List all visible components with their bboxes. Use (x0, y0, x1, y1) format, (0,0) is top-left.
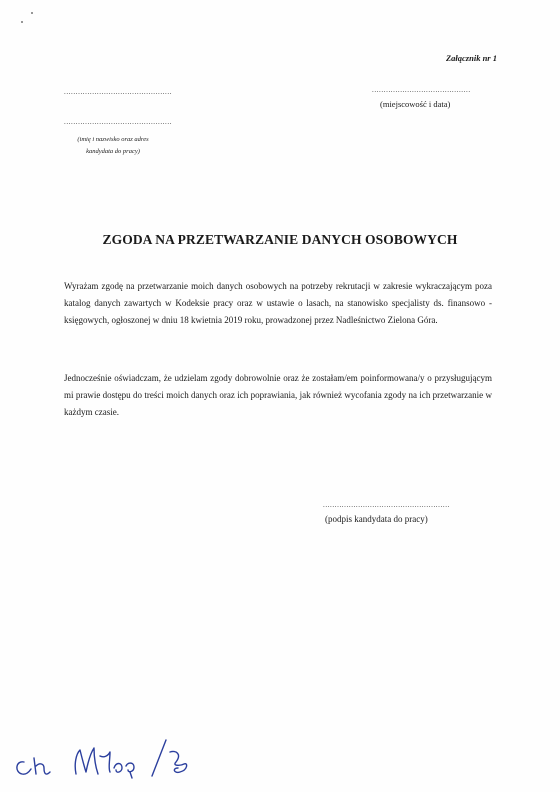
annex-label: Załącznik nr 1 (445, 53, 497, 63)
place-date-dotted-line: .......................................... (372, 86, 471, 94)
name-dotted-line-1: .............................................. (64, 88, 173, 96)
handwritten-annotation (10, 732, 210, 788)
document-title: ZGODA NA PRZETWARZANIE DANYCH OSOBOWYCH (102, 232, 458, 247)
scan-speck (31, 12, 33, 14)
name-address-label: (imię i nazwisko oraz adres kandydata do pracy) (77, 136, 149, 155)
scan-speck (21, 21, 23, 23)
signature-label: (podpis kandydata do pracy) (325, 514, 428, 524)
consent-paragraph: Wyrażam zgodę na przetwarzanie moich danych osobowych na potrzeby rekrutacji w zakresie wykraczającym poza katalog danych zawartych w Kodeksie pracy oraz w ustawie o lasach, na stanowisko specjalisty ds. finansowo - księgowych, ogłoszonej w dniu 18 kwietnia 2019 roku, prowadzonej przez Nadleśnictwo Zielona Góra. (64, 281, 492, 325)
name-dotted-line-2: .............................................. (64, 118, 173, 126)
scribble-stroke (34, 758, 50, 774)
place-date-label: (miejscowość i data) (380, 99, 451, 109)
scribble-stroke (114, 764, 122, 773)
scribble-stroke (152, 740, 166, 776)
signature-dotted-line: ...................................................... (323, 501, 450, 509)
scribble-stroke (100, 752, 110, 772)
declaration-paragraph: Jednocześnie oświadczam, że udzielam zgody dobrowolnie oraz że zostałam/em poinformowana/y o przysługującym mi prawie dostępu do treści moich danych oraz ich poprawiania, jak również wycofania zgody na ich przetwarzanie w każdym czasie. (64, 373, 492, 417)
scribble-stroke (75, 748, 98, 774)
scribble-stroke (17, 762, 31, 774)
scribble-stroke (126, 763, 134, 778)
scribble-stroke (170, 751, 187, 772)
